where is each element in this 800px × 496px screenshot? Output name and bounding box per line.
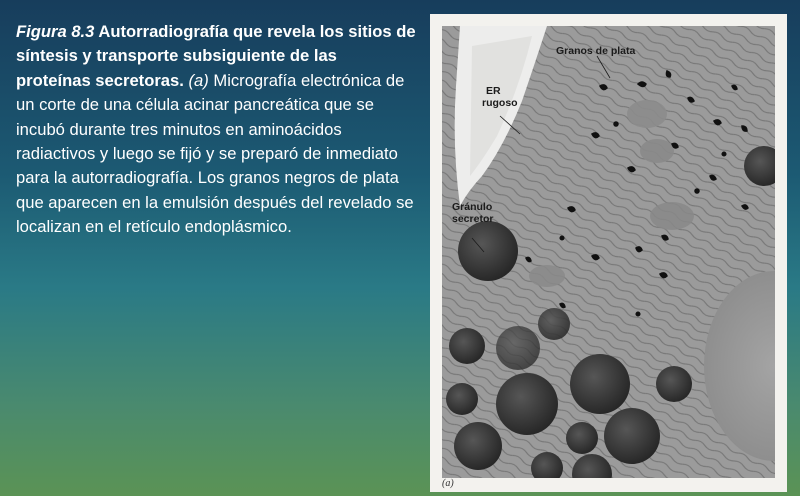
label-er-line2: rugoso bbox=[482, 97, 518, 109]
micrograph-image bbox=[442, 26, 775, 478]
label-er-line1: ER bbox=[486, 85, 501, 97]
electron-micrograph bbox=[442, 26, 775, 478]
label-granule-line2: secretor bbox=[452, 213, 494, 225]
panel-reference: (a) bbox=[188, 70, 209, 90]
micrograph-figure bbox=[430, 14, 787, 492]
label-granule-line1: Gránulo bbox=[452, 201, 493, 213]
caption-title: Autorradiografía que revela los sitios de síntesis y transporte subsiguiente de las proteínas secretoras. bbox=[16, 22, 416, 90]
figure-caption bbox=[16, 20, 416, 240]
figure-label: Figura 8.3 bbox=[16, 22, 95, 41]
label-silver-grains: Granos de plata bbox=[556, 45, 636, 57]
caption-body: Micrografía electrónica de un corte de una célula acinar pancreática que se incubó durante tres minutos en aminoácidos radiactivos y luego se fijó y se preparó de inmediato para la autorradiografía. Los granos negros de plata que aparecen en la emulsión después del revelado se localizan en el retículo endoplásmico. bbox=[16, 70, 414, 237]
panel-letter: (a) bbox=[442, 478, 454, 489]
